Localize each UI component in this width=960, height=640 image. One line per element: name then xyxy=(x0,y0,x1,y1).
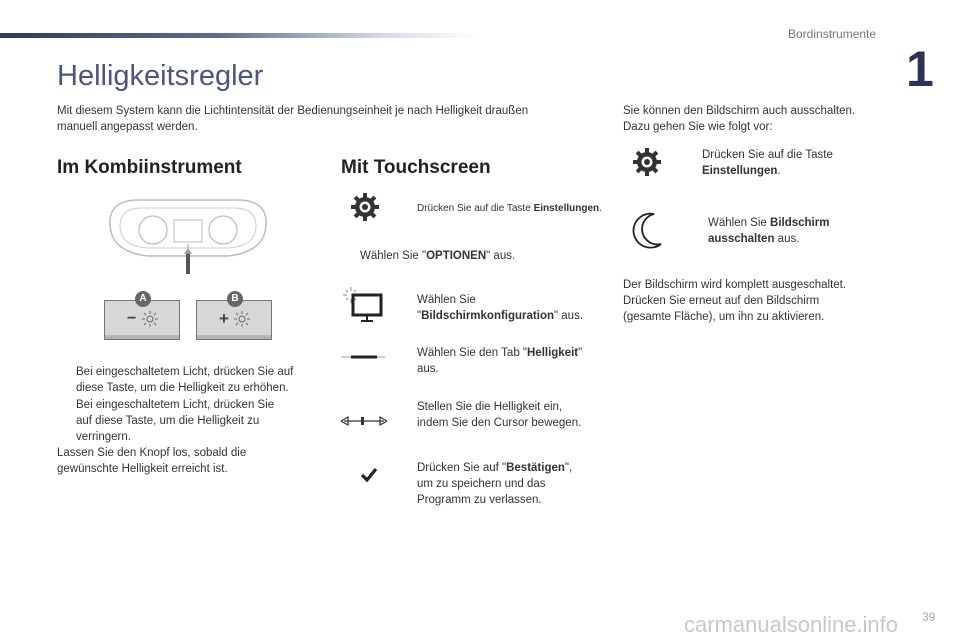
screen-off-outro: Der Bildschirm wird komplett ausgeschaltet. Drücken Sie erneut auf den Bildschirm (gesamte Fläche), um ihn zu aktivieren. xyxy=(623,279,847,323)
page-title: Helligkeitsregler xyxy=(57,60,264,92)
step-brightness-tab: Wählen Sie den Tab "Helligkeit" aus. xyxy=(417,347,583,375)
bullet-increase: Bei eingeschaltetem Licht, drücken Sie auf diese Taste, um die Helligkeit zu erhöhen. xyxy=(76,366,294,394)
instrument-cluster-illustration xyxy=(98,196,278,278)
screen-brightness-icon xyxy=(343,287,383,323)
page-number: 39 xyxy=(922,610,936,624)
heading-touchscreen: Mit Touchscreen xyxy=(341,157,491,178)
settings-gear-icon xyxy=(632,147,662,177)
step-confirm: Drücken Sie auf "Bestätigen", um zu speichern und das Programm zu verlassen. xyxy=(417,462,573,506)
chapter-number: 1 xyxy=(906,41,934,97)
watermark: carmanualsonline.info xyxy=(684,612,899,637)
button-label-b: B xyxy=(227,291,243,307)
brightness-icon xyxy=(142,311,158,327)
slider-cursor-icon xyxy=(341,414,387,428)
settings-gear-icon xyxy=(350,192,380,222)
bullet-decrease: Bei eingeschaltetem Licht, drücken Sie auf diese Taste, um die Helligkeit zu verringern. xyxy=(76,399,275,443)
minus-symbol: − xyxy=(127,310,137,327)
button-label-a: A xyxy=(135,291,151,307)
step-screen-off: Wählen Sie Bildschirm ausschalten aus. xyxy=(708,217,830,245)
intro-text: Mit diesem System kann die Lichtintensität der Bedienungseinheit je nach Helligkeit draußen manuell angepasst werden. xyxy=(57,105,529,133)
screen-off-intro: Sie können den Bildschirm auch ausschalten. Dazu gehen Sie wie folgt vor: xyxy=(623,105,856,133)
plus-symbol: + xyxy=(219,309,229,328)
brightness-icon xyxy=(234,311,250,327)
header-gradient-bar xyxy=(0,33,480,38)
step-settings-right: Drücken Sie auf die Taste Einstellungen. xyxy=(702,149,833,177)
tab-bar-icon xyxy=(341,352,385,362)
section-label: Bordinstrumente xyxy=(788,27,877,41)
step-settings: Drücken Sie auf die Taste Einstellungen. xyxy=(417,203,602,214)
brightness-plus-button[interactable] xyxy=(196,293,272,340)
step-adjust-slider: Stellen Sie die Helligkeit ein, indem Sie den Cursor bewegen. xyxy=(417,401,582,429)
step-options: Wählen Sie "OPTIONEN" aus. xyxy=(360,250,516,262)
heading-kombiinstrument: Im Kombiinstrument xyxy=(57,157,242,178)
checkmark-icon xyxy=(360,467,378,483)
moon-icon xyxy=(630,211,664,251)
step-screen-config: Wählen Sie "Bildschirmkonfiguration" aus. xyxy=(417,294,584,322)
release-text: Lassen Sie den Knopf los, sobald die gewünschte Helligkeit erreicht ist. xyxy=(57,447,247,475)
brightness-minus-button[interactable] xyxy=(104,293,180,340)
